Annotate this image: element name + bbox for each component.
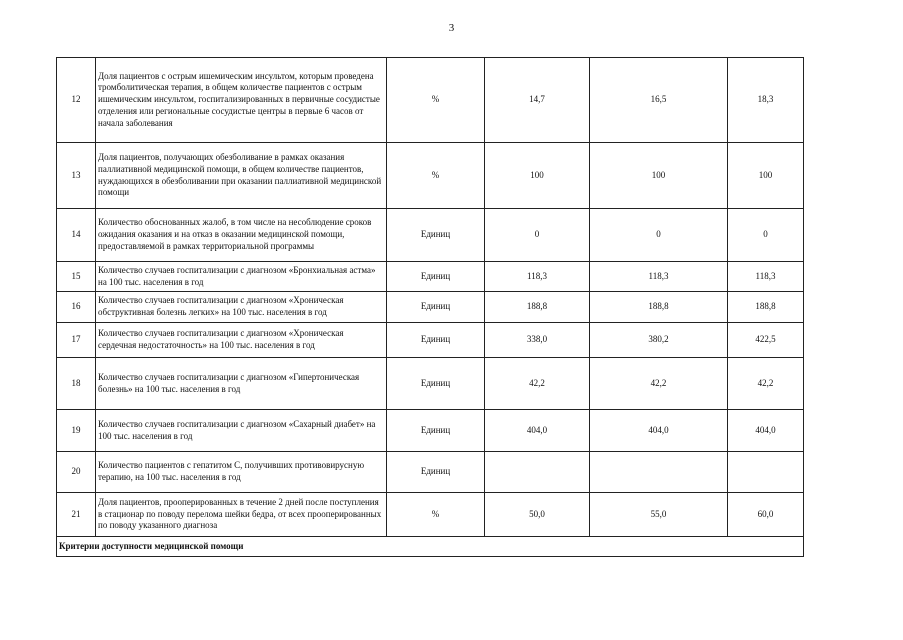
value-cell: 100 (485, 143, 590, 209)
unit-cell: Единиц (387, 358, 485, 410)
value-cell: 118,3 (728, 262, 804, 292)
indicator-description: Доля пациентов с острым ишемическим инсультом, которым проведена тромболитическая терапия, в общем количестве пациентов с острым ишемическим инсультом, госпитализированных в первичные сосудистые отделения или региональные сосудистые центры в первые 6 часов от начала заболевания (96, 58, 387, 143)
value-cell: 404,0 (485, 410, 590, 452)
row-number: 16 (57, 292, 96, 323)
section-title: Критерии доступности медицинской помощи (57, 537, 804, 557)
unit-cell: % (387, 143, 485, 209)
value-cell: 188,8 (728, 292, 804, 323)
value-cell: 404,0 (590, 410, 728, 452)
value-cell (728, 452, 804, 493)
table-row (57, 452, 804, 493)
value-cell: 50,0 (485, 493, 590, 537)
indicator-description: Доля пациентов, получающих обезболивание в рамках оказания паллиативной медицинской помощи, в общем количестве пациентов, нуждающихся в обезболивании при оказании паллиативной медицинской помощи (96, 143, 387, 209)
value-cell: 380,2 (590, 323, 728, 358)
table-row (57, 410, 804, 452)
value-cell: 188,8 (485, 292, 590, 323)
unit-cell: Единиц (387, 209, 485, 262)
table-row (57, 58, 804, 143)
indicator-description: Количество случаев госпитализации с диагнозом «Гипертоническая болезнь» на 100 тыс. населения в год (96, 358, 387, 410)
value-cell (485, 452, 590, 493)
value-cell: 404,0 (728, 410, 804, 452)
indicator-description: Количество случаев госпитализации с диагнозом «Сахарный диабет» на 100 тыс. населения в год (96, 410, 387, 452)
table-row (57, 262, 804, 292)
value-cell: 0 (485, 209, 590, 262)
value-cell: 42,2 (728, 358, 804, 410)
unit-cell: Единиц (387, 262, 485, 292)
value-cell: 42,2 (485, 358, 590, 410)
value-cell: 14,7 (485, 58, 590, 143)
value-cell: 338,0 (485, 323, 590, 358)
table-row (57, 358, 804, 410)
table-row (57, 323, 804, 358)
row-number: 19 (57, 410, 96, 452)
value-cell: 100 (728, 143, 804, 209)
unit-cell: Единиц (387, 323, 485, 358)
value-cell: 60,0 (728, 493, 804, 537)
unit-cell: Единиц (387, 452, 485, 493)
indicator-description: Количество случаев госпитализации с диагнозом «Хроническая обструктивная болезнь легких» на 100 тыс. населения в год (96, 292, 387, 323)
value-cell: 118,3 (485, 262, 590, 292)
value-cell (590, 452, 728, 493)
value-cell: 0 (590, 209, 728, 262)
unit-cell: % (387, 58, 485, 143)
row-number: 18 (57, 358, 96, 410)
indicators-table (56, 57, 804, 557)
row-number: 14 (57, 209, 96, 262)
page-number: 3 (448, 22, 455, 34)
unit-cell: Единиц (387, 410, 485, 452)
value-cell: 0 (728, 209, 804, 262)
row-number: 12 (57, 58, 96, 143)
value-cell: 188,8 (590, 292, 728, 323)
value-cell: 118,3 (590, 262, 728, 292)
row-number: 15 (57, 262, 96, 292)
value-cell: 55,0 (590, 493, 728, 537)
section-row (57, 537, 804, 557)
unit-cell: % (387, 493, 485, 537)
indicator-description: Количество случаев госпитализации с диагнозом «Хроническая сердечная недостаточность» на 100 тыс. населения в год (96, 323, 387, 358)
row-number: 20 (57, 452, 96, 493)
row-number: 21 (57, 493, 96, 537)
unit-cell: Единиц (387, 292, 485, 323)
row-number: 13 (57, 143, 96, 209)
table-row (57, 143, 804, 209)
indicator-description: Доля пациентов, прооперированных в течение 2 дней после поступления в стационар по поводу перелома шейки бедра, от всех прооперированных по поводу указанного диагноза (96, 493, 387, 537)
value-cell: 18,3 (728, 58, 804, 143)
indicator-description: Количество обоснованных жалоб, в том числе на несоблюдение сроков ожидания оказания и на отказ в оказании медицинской помощи, предоставляемой в рамках территориальной программы (96, 209, 387, 262)
table-row (57, 493, 804, 537)
indicator-description: Количество случаев госпитализации с диагнозом «Бронхиальная астма» на 100 тыс. населения в год (96, 262, 387, 292)
indicator-description: Количество пациентов с гепатитом С, получивших противовирусную терапию, на 100 тыс. населения в год (96, 452, 387, 493)
value-cell: 100 (590, 143, 728, 209)
value-cell: 16,5 (590, 58, 728, 143)
table-row (57, 292, 804, 323)
value-cell: 422,5 (728, 323, 804, 358)
row-number: 17 (57, 323, 96, 358)
table-row (57, 209, 804, 262)
value-cell: 42,2 (590, 358, 728, 410)
